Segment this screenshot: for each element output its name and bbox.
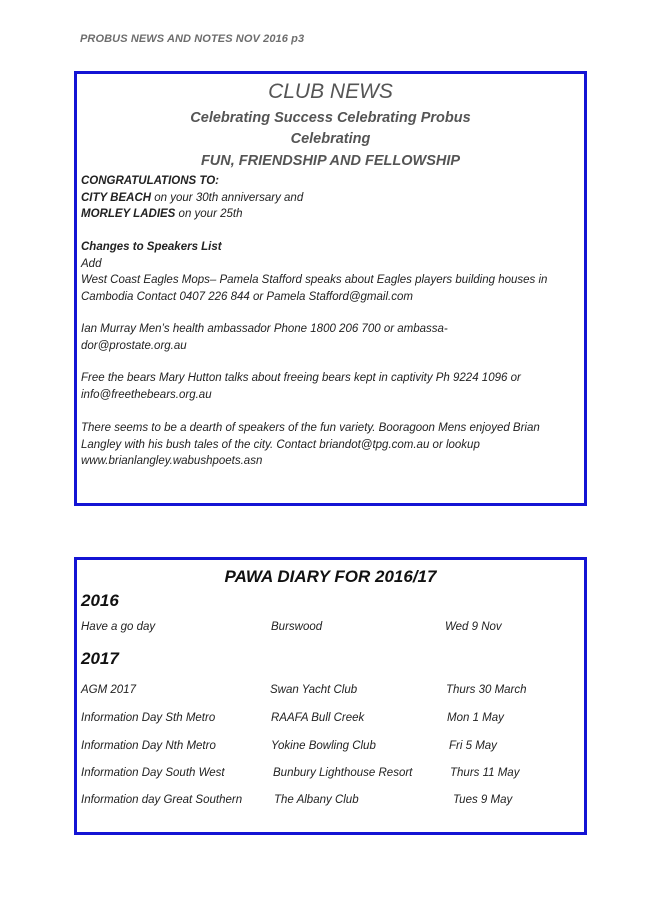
congrats-text: on your 30th anniversary and: [151, 191, 304, 204]
event-venue: Burswood: [271, 621, 323, 633]
club-news-box: [74, 71, 587, 506]
speaker-line: info@freethebears.org.au: [81, 388, 212, 401]
congrats-text: on your 25th: [175, 208, 243, 220]
speaker-line: dor@prostate.org.au: [81, 339, 187, 352]
year-heading: 2017: [81, 649, 119, 668]
speakers-heading: Changes to Speakers List: [81, 241, 222, 253]
pawa-diary-box: [74, 557, 587, 835]
event-date: Mon 1 May: [447, 712, 504, 724]
diary-row: [81, 712, 580, 728]
add-label: Add: [81, 257, 102, 270]
club-news-subtitle: Celebrating Success Celebrating Probus: [190, 110, 471, 126]
congrats-heading: CONGRATULATIONS TO:: [81, 175, 219, 187]
congrats-club: CITY BEACH: [81, 191, 152, 204]
event-date: Tues 9 May: [453, 794, 513, 806]
congrats-club: MORLEY LADIES: [81, 208, 176, 220]
speaker-entry: [81, 272, 578, 305]
event-venue: RAAFA Bull Creek: [271, 712, 365, 724]
event-venue: Yokine Bowling Club: [271, 740, 376, 752]
event-name: Information Day Sth Metro: [81, 712, 216, 724]
event-name: AGM 2017: [81, 684, 136, 696]
event-venue: Bunbury Lighthouse Resort: [273, 767, 413, 779]
event-name: Information Day South West: [81, 767, 225, 779]
congrats-item: [81, 206, 578, 223]
congrats-section: [81, 173, 578, 223]
event-date: Thurs 11 May: [450, 767, 520, 779]
speakers-note: [81, 420, 578, 470]
speaker-line: Ian Murray Men’s health ambassador Phone 1800 206 700 or ambassa-: [81, 323, 448, 335]
speaker-entry: [81, 321, 578, 354]
club-news-subtitle: FUN, FRIENDSHIP AND FELLOWSHIP: [200, 153, 461, 169]
event-name: Have a go day: [81, 621, 156, 633]
event-venue: The Albany Club: [274, 794, 359, 806]
diary-title: PAWA DIARY FOR 2016/17: [224, 567, 437, 586]
speaker-line: West Coast Eagles Mops– Pamela Stafford speaks about Eagles players building houses in: [81, 274, 548, 286]
event-date: Fri 5 May: [449, 740, 497, 752]
diary-row: [81, 794, 580, 810]
event-venue: Swan Yacht Club: [270, 684, 358, 696]
diary-row: [81, 684, 580, 700]
congrats-item: [81, 190, 578, 207]
page-header: PROBUS NEWS AND NOTES NOV 2016 p3: [80, 33, 305, 45]
event-name: Information Day Nth Metro: [81, 740, 216, 752]
club-news-subtitle: Celebrating: [290, 131, 371, 147]
diary-row: [81, 621, 580, 637]
year-heading: 2016: [81, 591, 119, 610]
speaker-entry: [81, 370, 578, 403]
club-news-title: CLUB NEWS: [268, 80, 393, 103]
event-date: Thurs 30 March: [446, 684, 527, 696]
speaker-line: Free the bears Mary Hutton talks about freeing bears kept in captivity Ph 9224 1096 or: [81, 372, 521, 384]
speakers-section: [81, 239, 578, 305]
diary-row: [81, 767, 580, 783]
event-date: Wed 9 Nov: [445, 621, 502, 633]
note-line: www.brianlangley.wabushpoets.asn: [81, 455, 263, 467]
speaker-line: Cambodia Contact 0407 226 844 or Pamela Stafford@gmail.com: [81, 290, 413, 303]
note-line: Langley with his bush tales of the city. Contact briandot@tpg.com.au or lookup: [81, 438, 480, 451]
event-name: Information day Great Southern: [81, 794, 243, 806]
diary-row: [81, 740, 580, 756]
note-line: There seems to be a dearth of speakers of the fun variety. Booragoon Mens enjoyed Brian: [81, 422, 540, 434]
